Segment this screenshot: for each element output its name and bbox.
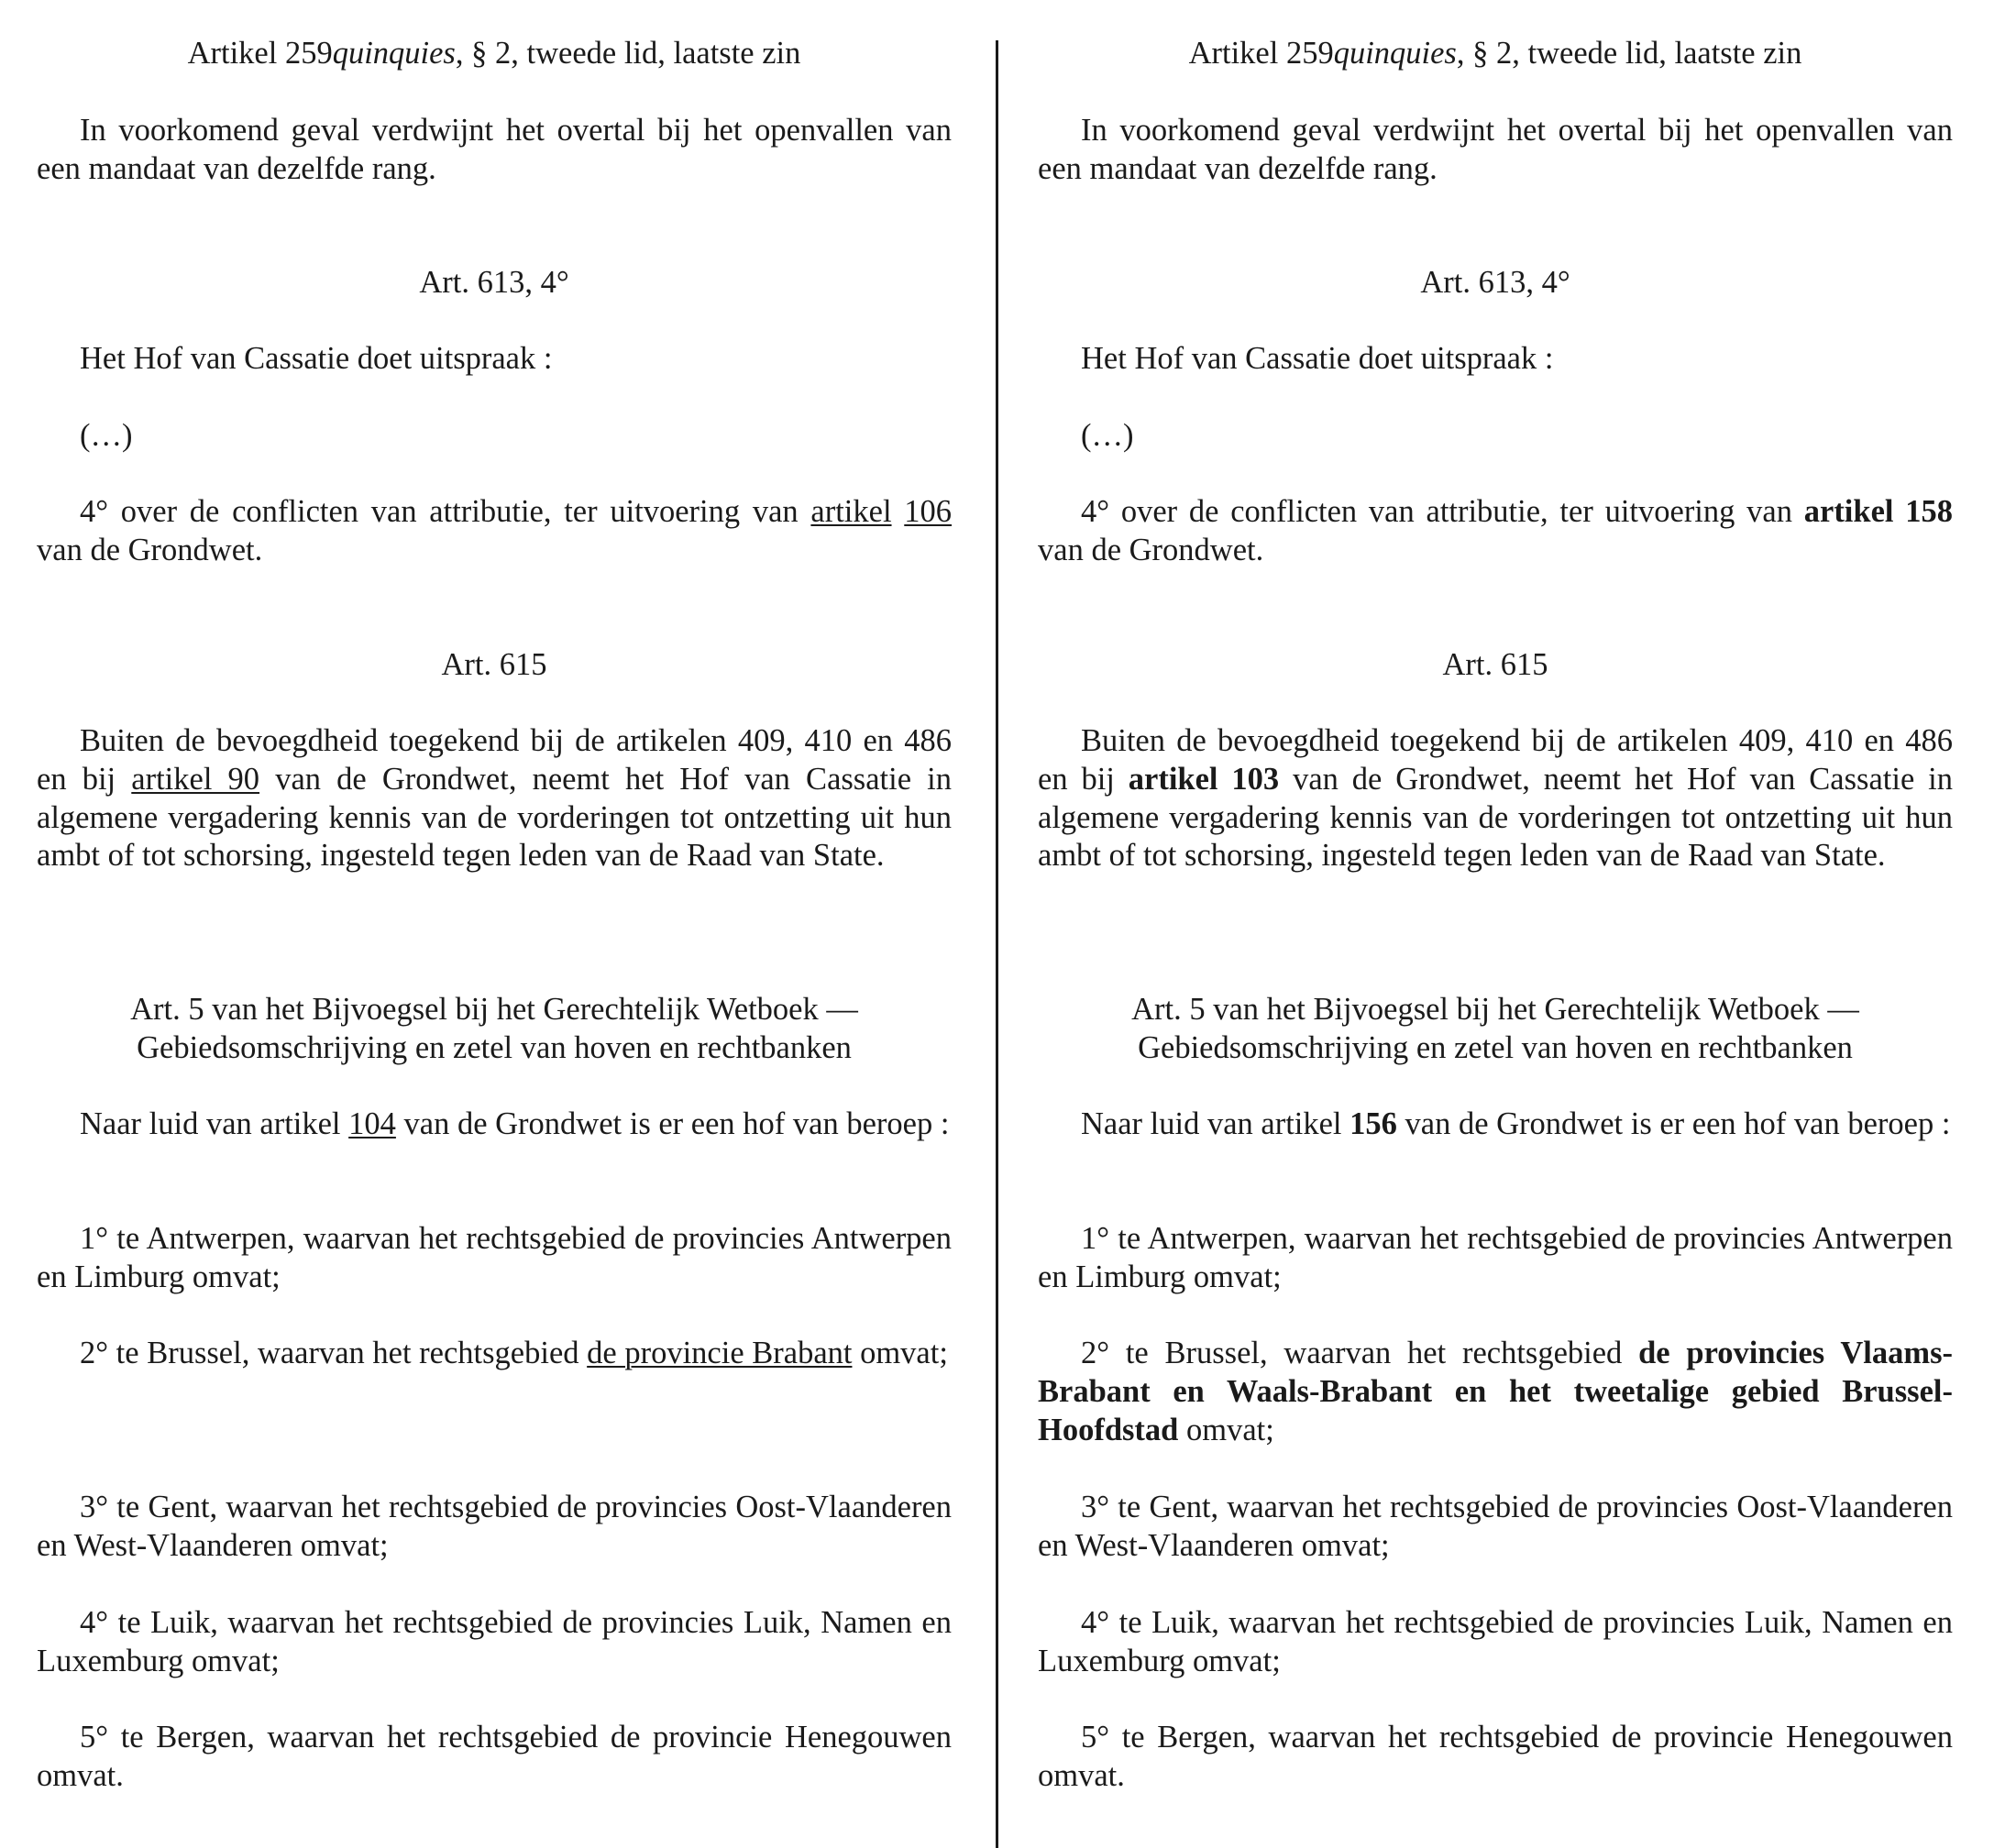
art613-point4: 4° over de conflicten van attributie, ter uitvoering van artikel 158 van de Grondwet. bbox=[1038, 494, 1953, 567]
list-item-luik: 4° te Luik, waarvan het rechtsgebied de provincies Luik, Namen en Luxemburg omvat; bbox=[37, 1605, 952, 1678]
list-item-luik: 4° te Luik, waarvan het rechtsgebied de provincies Luik, Namen en Luxemburg omvat; bbox=[1038, 1605, 1953, 1678]
amended-reference: 104 bbox=[348, 1106, 396, 1141]
art613-ellipsis: (…) bbox=[80, 418, 133, 453]
art615-heading: Art. 615 bbox=[1442, 647, 1548, 682]
list-item-antwerpen: 1° te Antwerpen, waarvan het rechtsgebied de provincies Antwerpen en Limburg omvat; bbox=[1038, 1221, 1953, 1294]
amended-reference: de provincie Brabant bbox=[587, 1336, 853, 1370]
art613-point4: 4° over de conflicten van attributie, ter uitvoering van artikel 106 van de Grondwet. bbox=[37, 494, 953, 567]
art613-intro: Het Hof van Cassatie doet uitspraak : bbox=[1081, 341, 1554, 376]
art613-heading: Art. 613, 4° bbox=[1420, 265, 1570, 300]
art613-ellipsis: (…) bbox=[1081, 418, 1134, 453]
art613-intro: Het Hof van Cassatie doet uitspraak : bbox=[80, 341, 553, 376]
art5-intro: Naar luid van artikel 104 van de Grondwet is er een hof van beroep : bbox=[80, 1106, 950, 1141]
art613-heading: Art. 613, 4° bbox=[419, 265, 569, 300]
amended-reference: artikel bbox=[810, 494, 892, 529]
art615-text: Buiten de bevoegdheid toegekend bij de artikelen 409, 410 en 486 en bij artikel 103 van de Grondwet, neemt het Hof van Cassatie in algemene vergadering kennis van de vorderingen tot ontzetting uit hun ambt of tot schorsing, ingesteld tegen leden van de Raad van State. bbox=[1038, 723, 1954, 874]
new-reference: artikel 158 bbox=[1803, 494, 1953, 529]
art615-heading: Art. 615 bbox=[441, 647, 547, 682]
list-item-brussel: 2° te Brussel, waarvan het rechtsgebied de provincies Vlaams-Brabant en Waals-Brabant en het tweetalige gebied Brussel-Hoofdstad omvat; bbox=[1038, 1336, 1953, 1447]
list-item-bergen: 5° te Bergen, waarvan het rechtsgebied de provincie Henegouwen omvat. bbox=[37, 1720, 952, 1793]
list-item-gent: 3° te Gent, waarvan het rechtsgebied de provincies Oost-Vlaanderen en West-Vlaanderen omvat; bbox=[37, 1490, 952, 1563]
art5-heading: Art. 5 van het Bijvoegsel bij het Gerechtelijk Wetboek — Gebiedsomschrijving en zetel van hoven en rechtbanken bbox=[130, 992, 858, 1065]
list-item-bergen: 5° te Bergen, waarvan het rechtsgebied de provincie Henegouwen omvat. bbox=[1038, 1720, 1953, 1793]
art259-heading: Artikel 259quinquies, § 2, tweede lid, laatste zin bbox=[1188, 36, 1802, 71]
art5-heading: Art. 5 van het Bijvoegsel bij het Gerechtelijk Wetboek — Gebiedsomschrijving en zetel van hoven en rechtbanken bbox=[1131, 992, 1859, 1065]
amended-reference: 106 bbox=[904, 494, 953, 529]
art259-text: In voorkomend geval verdwijnt het overtal bij het openvallen van een mandaat van dezelfde rang. bbox=[37, 113, 952, 186]
column-divider bbox=[996, 40, 998, 1848]
list-item-brussel: 2° te Brussel, waarvan het rechtsgebied de provincie Brabant omvat; bbox=[80, 1336, 948, 1370]
art615-text: Buiten de bevoegdheid toegekend bij de artikelen 409, 410 en 486 en bij artikel 90 van de Grondwet, neemt het Hof van Cassatie in algemene vergadering kennis van de vorderingen tot ontzetting uit hun ambt of tot schorsing, ingesteld tegen leden van de Raad van State. bbox=[37, 723, 953, 874]
art259-heading: Artikel 259quinquies, § 2, tweede lid, laatste zin bbox=[187, 36, 801, 71]
new-reference: 156 bbox=[1350, 1106, 1397, 1141]
new-reference: artikel 103 bbox=[1128, 761, 1280, 797]
art259-text: In voorkomend geval verdwijnt het overtal bij het openvallen van een mandaat van dezelfde rang. bbox=[1038, 113, 1953, 186]
list-item-gent: 3° te Gent, waarvan het rechtsgebied de provincies Oost-Vlaanderen en West-Vlaanderen omvat; bbox=[1038, 1490, 1953, 1563]
art5-intro: Naar luid van artikel 156 van de Grondwet is er een hof van beroep : bbox=[1081, 1106, 1951, 1141]
list-item-antwerpen: 1° te Antwerpen, waarvan het rechtsgebied de provincies Antwerpen en Limburg omvat; bbox=[37, 1221, 952, 1294]
amended-reference: artikel 90 bbox=[131, 761, 260, 797]
new-reference: de provincies Vlaams-Brabant en Waals-Brabant en het tweetalige gebied Brussel-Hoofdstad bbox=[1038, 1336, 1953, 1447]
